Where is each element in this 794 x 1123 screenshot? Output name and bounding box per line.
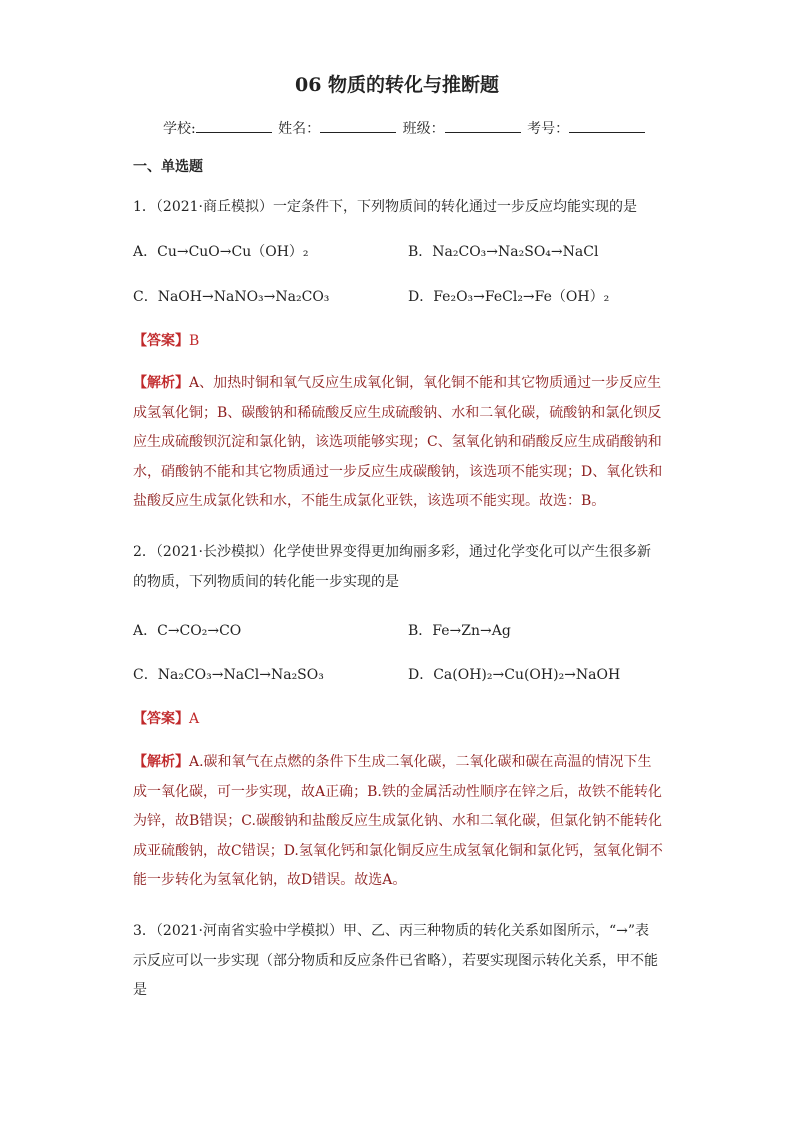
- analysis-label: 【解析】: [133, 375, 189, 391]
- school-label: 学校:: [163, 121, 196, 137]
- name-label: 姓名：: [278, 121, 321, 137]
- question-2-analysis: [133, 748, 663, 896]
- section-heading: 一、单选题: [133, 159, 203, 175]
- question-2-option-c: C．Na₂CO₃→NaCl→Na₂SO₃: [133, 667, 324, 683]
- question-1-option-a: A．Cu→CuO→Cu（OH）₂: [133, 244, 309, 260]
- student-info-line: [163, 118, 647, 138]
- answer-label: 【答案】: [133, 333, 189, 349]
- number-blank[interactable]: [569, 118, 645, 133]
- class-label: 班级：: [402, 121, 445, 137]
- analysis-text: A、加热时铜和氧气反应生成氧化铜，氧化铜不能和其它物质通过一步反应生成氢氧化铜；B、碳酸钠和稀硫酸反应生成硫酸钠、水和二氧化碳，硫酸钠和氯化钡反应生成硫酸钡沉淀和氯化钠，该选项能够实现；C、氢氧化钠和硝酸反应生成硝酸钠和水，硝酸钠不能和其它物质通过一步反应生成碳酸钠，该选项不能实现；D、氧化铁和盐酸反应生成氯化铁和水，不能生成氯化亚铁，该选项不能实现。故选：B。: [133, 375, 663, 509]
- question-2-option-d: D．Ca(OH)₂→Cu(OH)₂→NaOH: [408, 667, 621, 683]
- question-3-stem: 3．（2021·河南省实验中学模拟）甲、乙、丙三种物质的转化关系如图所示，“→”表示反应可以一步实现（部分物质和反应条件已省略），若要实现图示转化关系，甲不能是: [133, 923, 658, 998]
- analysis-text: A.碳和氧气在点燃的条件下生成二氧化碳，二氧化碳和碳在高温的情况下生成一氧化碳，可一步实现，故A正确；B.铁的金属活动性顺序在锌之后，故铁不能转化为锌，故B错误；C.碳酸钠和盐酸反应生成氯化钠、水和二氧化碳，但氯化钠不能转化成亚硫酸钠，故C错误；D.氢氧化钙和氯化铜反应生成氢氧化铜和氯化钙，氢氧化铜不能一步转化为氢氧化钠，故D错误。故选A。: [133, 754, 663, 888]
- question-2-answer: [133, 708, 199, 728]
- answer-value: B: [189, 333, 200, 349]
- question-1-option-d: D．Fe₂O₃→FeCl₂→Fe（OH）₂: [408, 289, 610, 305]
- page-title: 06 物质的转化与推断题: [294, 74, 500, 96]
- question-2-option-b: B．Fe→Zn→Ag: [408, 623, 511, 639]
- question-1-analysis: [133, 369, 663, 517]
- question-1-option-c: C．NaOH→NaNO₃→Na₂CO₃: [133, 289, 330, 305]
- question-1-option-b: B．Na₂CO₃→Na₂SO₄→NaCl: [408, 244, 599, 260]
- question-2-option-a: A．C→CO₂→CO: [133, 623, 242, 639]
- name-blank[interactable]: [320, 118, 396, 133]
- analysis-label: 【解析】: [133, 754, 189, 770]
- question-1-stem: 1．（2021·商丘模拟）一定条件下，下列物质间的转化通过一步反应均能实现的是: [133, 199, 637, 215]
- question-1-answer: [133, 330, 199, 350]
- number-label: 考号：: [527, 121, 570, 137]
- answer-value: A: [189, 711, 200, 727]
- school-blank[interactable]: [196, 118, 272, 133]
- answer-label: 【答案】: [133, 711, 189, 727]
- class-blank[interactable]: [445, 118, 521, 133]
- question-2-stem: 2．（2021·长沙模拟）化学使世界变得更加绚丽多彩，通过化学变化可以产生很多新的物质，下列物质间的转化能一步实现的是: [133, 544, 651, 590]
